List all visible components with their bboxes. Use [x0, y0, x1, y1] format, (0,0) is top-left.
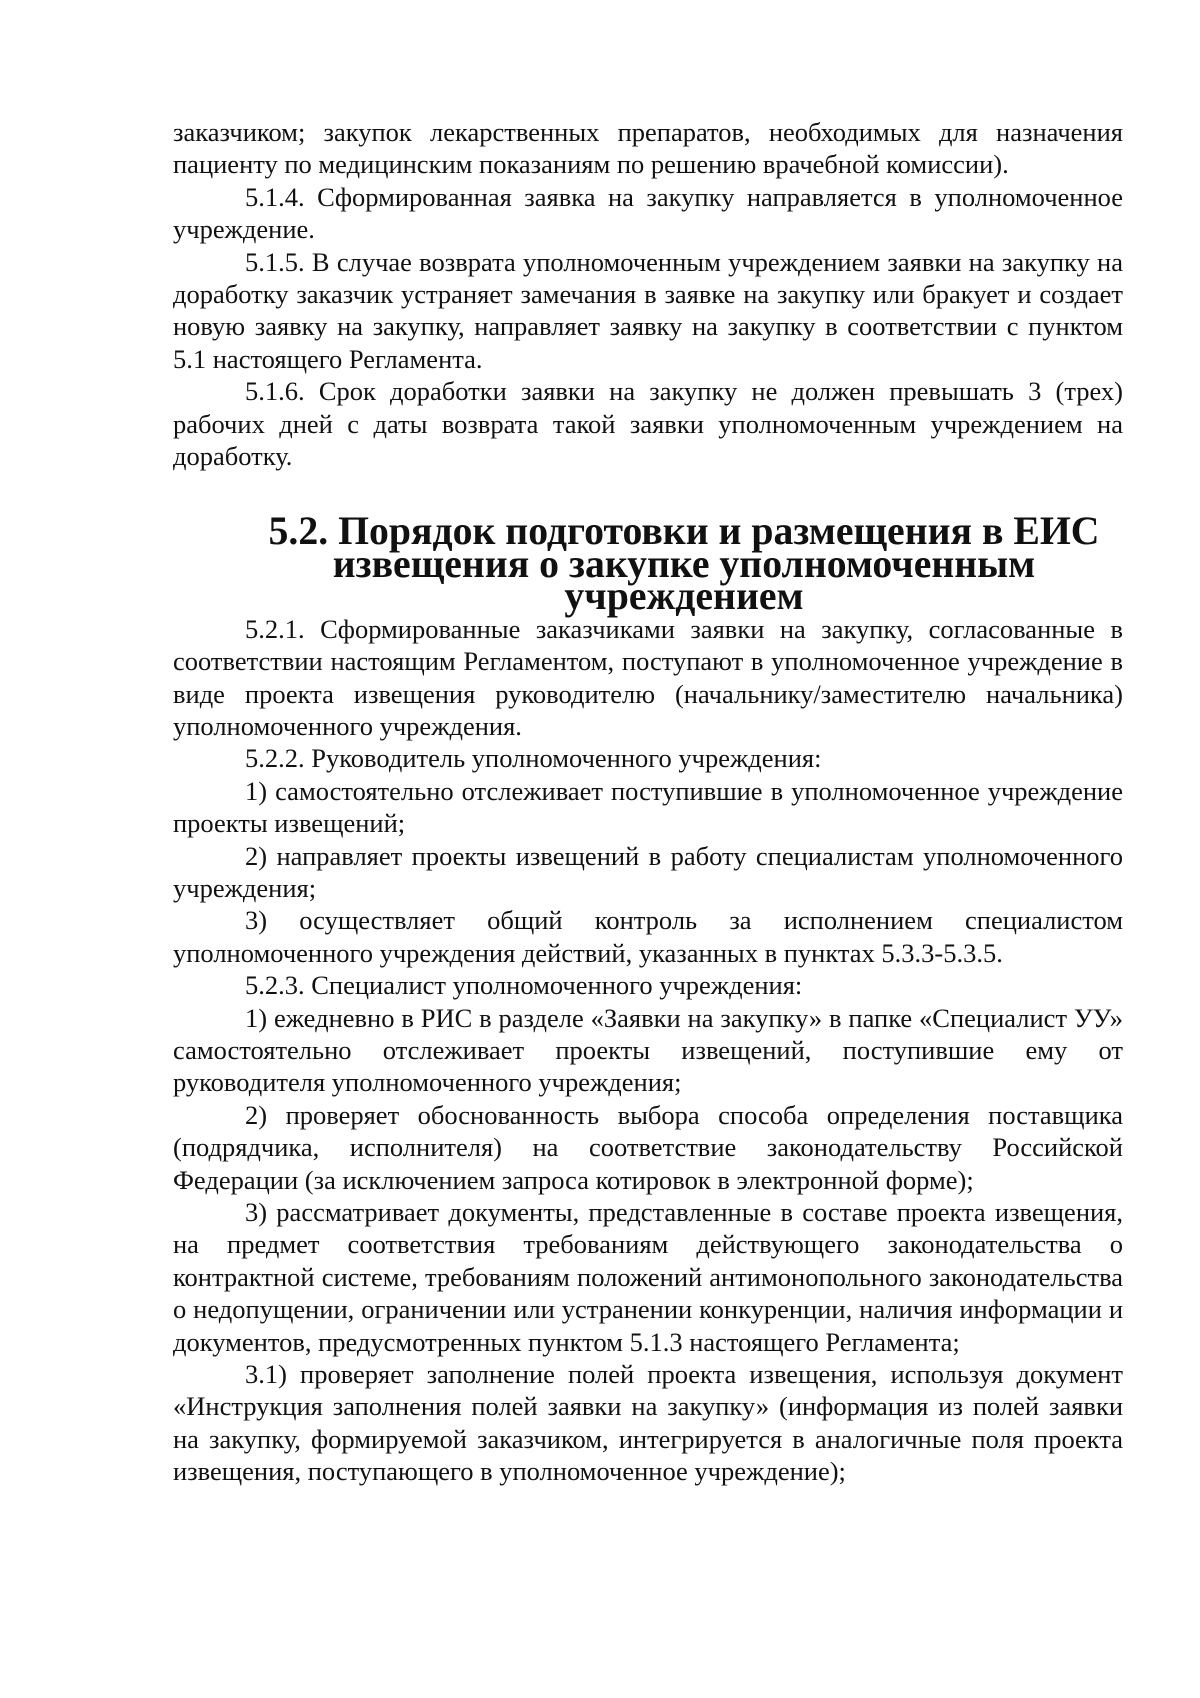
paragraph-5-2-1: 5.2.1. Сформированные заказчиками заявки на закупку, согласованные в соответствии настоящим Регламентом, поступают в уполномоченное учреждение в виде проекта извещения руководителю (начальнику/заместителю начальника) уполномоченного учреждения.	[173, 613, 1123, 741]
section-heading-5-2: 5.2. Порядок подготовки и размещения в ЕИС извещения о закупке уполномоченным учреждением	[268, 509, 1100, 619]
paragraph-5-2-3: 5.2.3. Специалист уполномоченного учреждения:	[245, 970, 803, 1001]
paragraph-continuation: заказчиком; закупок лекарственных препаратов, необходимых для назначения пациенту по медицинским показаниям по решению врачебной комиссии).	[173, 117, 1123, 180]
paragraph-5-1-6: 5.1.6. Срок доработки заявки на закупку не должен превышать 3 (трех) рабочих дней с даты возврата такой заявки уполномоченным учреждением на доработку.	[173, 376, 1123, 472]
paragraph-5-1-5: 5.1.5. В случае возврата уполномоченным учреждением заявки на закупку на доработку заказчик устраняет замечания в заявке на закупку или бракует и создает новую заявку на закупку, направляет заявку на закупку в соответствии с пунктом 5.1 настоящего Регламента.	[173, 246, 1123, 374]
list-item-5-2-3-3: 3) рассматривает документы, представленные в составе проекта извещения, на предмет соответствия требованиям действующего законодательства о контрактной системе, требованиям положений антимонопольного законодательства о недопущении, ограничении или устранении конкуренции, наличия информации и документов, предусмотренных пунктом 5.1.3 настоящего Регламента;	[173, 1197, 1123, 1357]
paragraph-5-1-4: 5.1.4. Сформированная заявка на закупку направляется в уполномоченное учреждение.	[173, 181, 1123, 245]
list-item-5-2-3-2: 2) проверяет обоснованность выбора способа определения поставщика (подрядчика, исполнителя) на соответствие законодательству Российской Федерации (за исключением запроса котировок в электронной форме);	[173, 1099, 1123, 1195]
document-page	[173, 116, 1123, 1488]
list-item-5-2-2-2: 2) направляет проекты извещений в работу специалистам уполномоченного учреждения;	[173, 840, 1123, 903]
list-item-5-2-3-3-1: 3.1) проверяет заполнение полей проекта извещения, используя документ «Инструкция заполнения полей заявки на закупку» (информация из полей заявки на закупку, формируемой заказчиком, интегрируется в аналогичные поля проекта извещения, поступающего в уполномоченное учреждение);	[173, 1359, 1123, 1487]
list-item-5-2-3-1: 1) ежедневно в РИС в разделе «Заявки на закупку» в папке «Специалист УУ» самостоятельно отслеживает проекты извещений, поступившие ему от руководителя уполномоченного учреждения;	[173, 1002, 1123, 1098]
list-item-5-2-2-1: 1) самостоятельно отслеживает поступившие в уполномоченное учреждение проекты извещений;	[173, 775, 1123, 839]
paragraph-5-2-2: 5.2.2. Руководитель уполномоченного учреждения:	[245, 743, 822, 774]
list-item-5-2-2-3: 3) осуществляет общий контроль за исполнением специалистом уполномоченного учреждения действий, указанных в пунктах 5.3.3-5.3.5.	[173, 905, 1123, 968]
